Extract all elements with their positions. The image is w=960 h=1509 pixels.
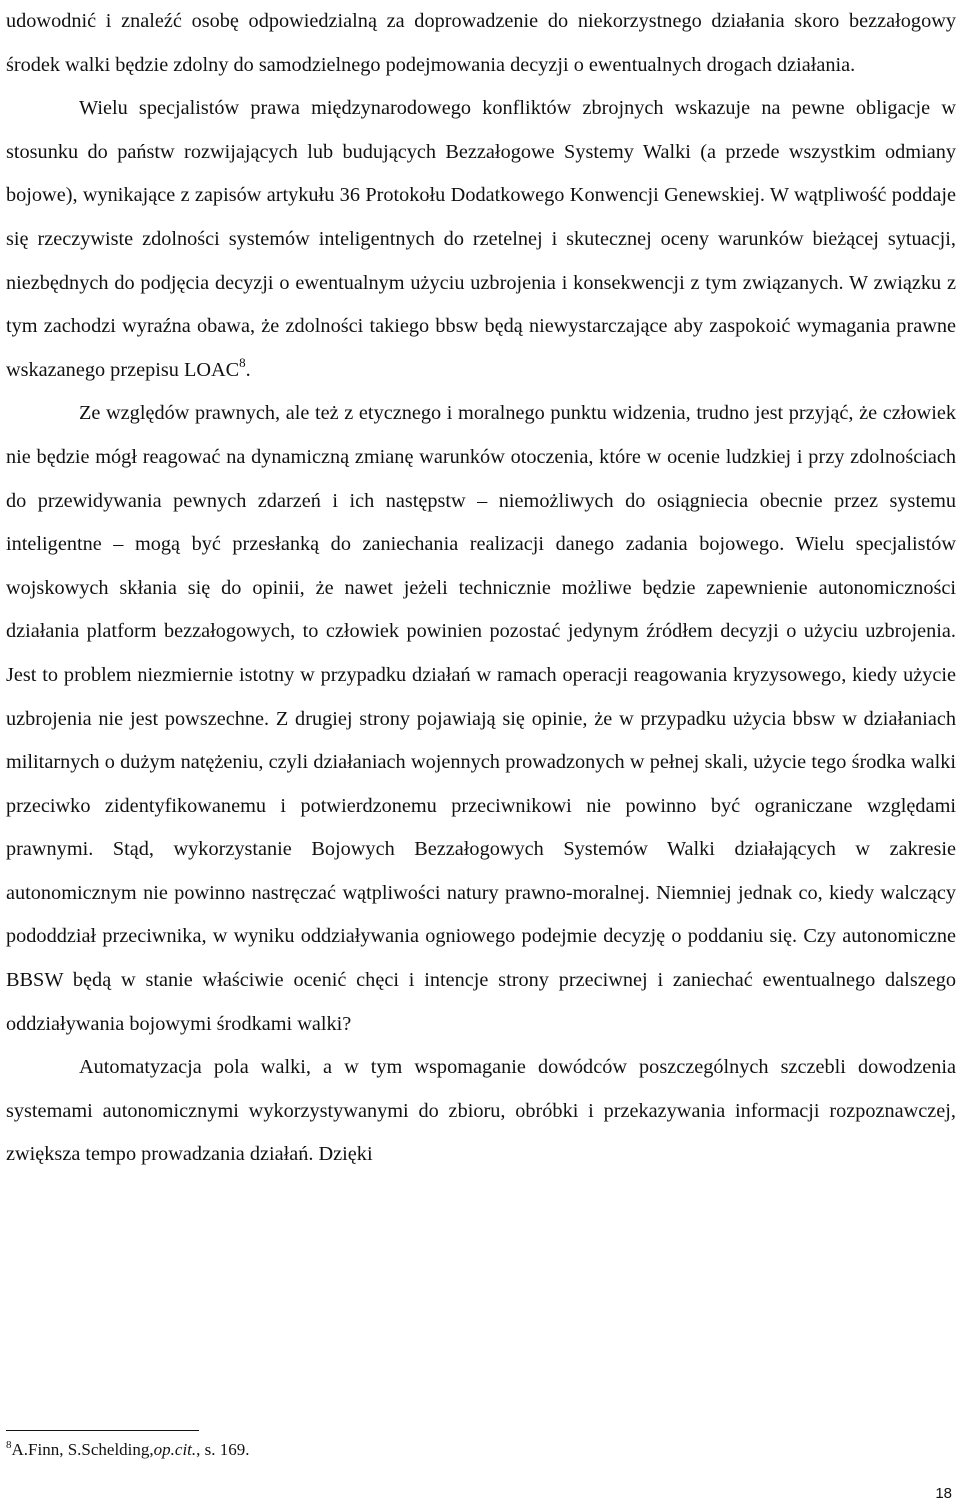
footnote-marker: 8 — [6, 1439, 12, 1451]
paragraph-2-text: Wielu specjalistów prawa międzynarodowego konfliktów zbrojnych wskazuje na pewne obligacje w stosunku do państw rozwijających lub budujących Bezzałogowe Systemy Walki (a przede wszystkim odmiany bojowe), wynikające z zapisów artykułu 36 Protokołu Dodatkowego Konwencji Genewskiej. W wątpliwość poddaje się rzeczywiste zdolności systemów inteligentnych do rzetelnej i skutecznej oceny warunków bieżącej sytuacji, niezbędnych do podjęcia decyzji o ewentualnym użyciu uzbrojenia i konsekwencji z tym związanych. W związku z tym zachodzi wyraźna obawa, że zdolności takiego bbsw będą niewystarczające aby zaspokoić wymagania prawne wskazanego przepisu LOAC — [6, 97, 956, 381]
footnote-separator — [6, 1430, 199, 1431]
paragraph-3 — [6, 392, 956, 1046]
paragraph-4-text: Automatyzacja pola walki, a w tym wspomaganie dowódców poszczególnych szczebli dowodzenia systemami autonomicznymi wykorzystywanymi do zbioru, obróbki i przekazywania informacji rozpoznawczej, zwiększa tempo prowadzania działań. Dzięki — [6, 1056, 956, 1166]
footnote-authors: A.Finn, S.Schelding, — [11, 1440, 154, 1459]
footnote-pages: , s. 169. — [196, 1440, 250, 1459]
paragraph-2-end: . — [245, 358, 251, 381]
footnote-citation: op.cit. — [153, 1440, 197, 1459]
page-number: 18 — [935, 1485, 952, 1502]
paragraph-1 — [6, 0, 956, 87]
paragraph-2 — [6, 87, 956, 392]
paragraph-1-text: udowodnić i znaleźć osobę odpowiedzialną za doprowadzenie do niekorzystnego działania skoro bezzałogowy środek walki będzie zdolny do samodzielnego podejmowania decyzji o ewentualnych drogach działania. — [6, 10, 956, 76]
paragraph-4 — [6, 1046, 956, 1177]
body-text — [6, 0, 956, 1177]
paragraph-3-text: Ze względów prawnych, ale też z etycznego i moralnego punktu widzenia, trudno jest przyjąć, że człowiek nie będzie mógł reagować na dynamiczną zmianę warunków otoczenia, które w ocenie ludzkiej i przy zdolnościach do przewidywania pewnych zdarzeń i ich następstw – niemożliwych do osiągniecia obecnie przez systemu inteligentne – mogą być przesłanką do zaniechania realizacji danego zadania bojowego. Wielu specjalistów wojskowych skłania się do opinii, że nawet jeżeli technicznie możliwe będzie zapewnienie autonomiczności działania platform bezzałogowych, to człowiek powinien pozostać jedynym źródłem decyzji o użyciu uzbrojenia. Jest to problem niezmiernie istotny w przypadku działań w ramach operacji reagowania kryzysowego, kiedy użycie uzbrojenia nie jest powszechne. Z drugiej strony pojawiają się opinie, że w przypadku użycia bbsw w działaniach militarnych o dużym natężeniu, czyli działaniach wojennych prowadzonych w pełnej skali, użycie tego środka walki przeciwko zidentyfikowanemu i potwierdzonemu przeciwnikowi nie powinno być ograniczane względami prawnymi. Stąd, wykorzystanie Bojowych Bezzałogowych Systemów Walki działających w zakresie autonomicznym nie powinno nastręczać wątpliwości natury prawno-moralnej. Niemniej jednak co, kiedy walczący pododdział przeciwnika, w wyniku oddziaływania ogniowego podejmie decyzję o poddaniu się. Czy autonomiczne BBSW będą w stanie właściwie ocenić chęci i intencje strony przeciwnej i zaniechać ewentualnego dalszego oddziaływania bojowymi środkami walki? — [6, 402, 956, 1035]
footnote-reference[interactable]: 8 — [239, 354, 246, 370]
footnote — [6, 1439, 250, 1461]
